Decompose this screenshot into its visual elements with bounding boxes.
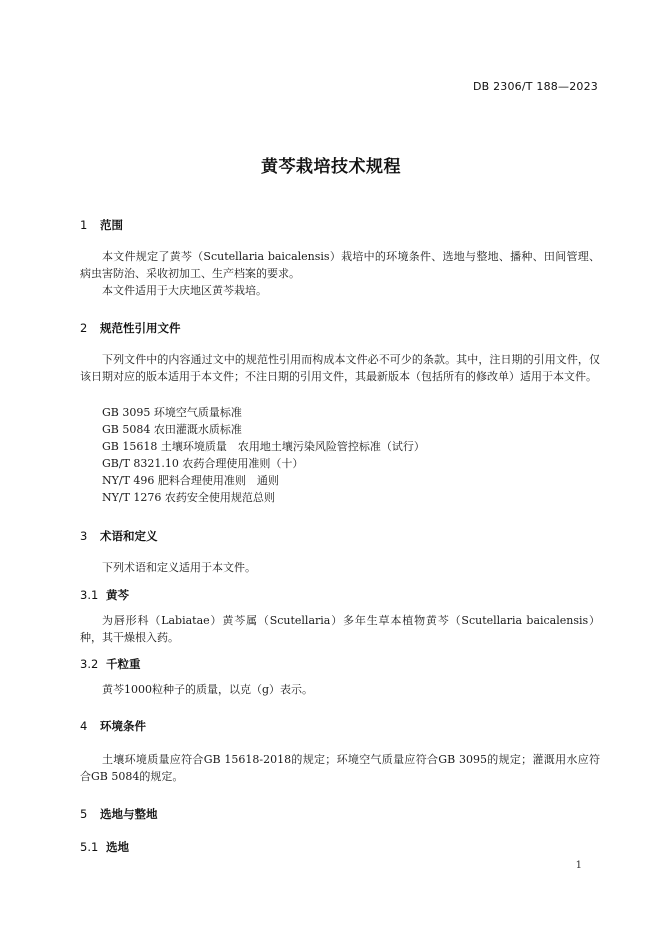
section-title: 规范性引用文件	[100, 321, 181, 335]
subsection-title: 黄芩	[106, 588, 129, 602]
section-number: 5	[80, 807, 88, 821]
reference-item: GB/T 8321.10 农药合理使用准则（十）	[102, 457, 304, 470]
section-heading-normative-references	[80, 320, 181, 336]
subsection-title: 选地	[106, 840, 129, 854]
section-title: 环境条件	[100, 719, 146, 733]
subsection-title: 千粒重	[106, 657, 141, 671]
document-title: 黄芩栽培技术规程	[261, 157, 401, 177]
section-title: 范围	[100, 218, 123, 232]
subsection-number: 3.1	[80, 588, 99, 602]
page-number: 1	[575, 860, 582, 871]
paragraph: 为唇形科（Labiatae）黄芩属（Scutellaria）多年生草本植物黄芩（Scutellaria baicalensis）种，其干燥根入药。	[80, 614, 600, 644]
subsection-heading-thousand-seed-weight	[80, 656, 141, 672]
section-number: 4	[80, 719, 88, 733]
document-code: DB 2306/T 188—2023	[472, 80, 598, 93]
paragraph: 本文件适用于大庆地区黄芩栽培。	[102, 284, 267, 297]
section-title: 术语和定义	[100, 529, 158, 543]
subsection-heading-site-choice	[80, 839, 129, 855]
paragraph: 下列文件中的内容通过文中的规范性引用而构成本文件必不可少的条款。其中，注日期的引用文件，仅该日期对应的版本适用于本文件；不注日期的引用文件，其最新版本（包括所有的修改单）适用于本文件。	[80, 353, 600, 383]
reference-item: NY/T 496 肥料合理使用准则 通则	[102, 474, 279, 487]
paragraph: 土壤环境质量应符合GB 15618-2018的规定；环境空气质量应符合GB 3095的规定；灌溉用水应符合GB 5084的规定。	[80, 753, 600, 783]
section-number: 2	[80, 321, 88, 335]
subsection-number: 5.1	[80, 840, 99, 854]
section-number: 1	[80, 218, 88, 232]
section-number: 3	[80, 529, 88, 543]
section-heading-environment	[80, 718, 146, 734]
paragraph: 本文件规定了黄芩（Scutellaria baicalensis）栽培中的环境条件、选地与整地、播种、田间管理、病虫害防治、采收初加工、生产档案的要求。	[80, 250, 600, 280]
section-heading-site-selection	[80, 806, 158, 822]
paragraph: 黄芩1000粒种子的质量，以克（g）表示。	[102, 683, 314, 696]
section-title: 选地与整地	[100, 807, 158, 821]
reference-item: GB 15618 土壤环境质量 农用地土壤污染风险管控标准（试行）	[102, 440, 425, 453]
subsection-number: 3.2	[80, 657, 99, 671]
paragraph: 下列术语和定义适用于本文件。	[102, 561, 256, 574]
subsection-heading-scutellaria	[80, 587, 129, 603]
reference-item: GB 3095 环境空气质量标准	[102, 406, 242, 419]
section-heading-terms-definitions	[80, 528, 158, 544]
section-heading-scope	[80, 217, 123, 233]
reference-item: NY/T 1276 农药安全使用规范总则	[102, 491, 275, 504]
reference-item: GB 5084 农田灌溉水质标准	[102, 423, 242, 436]
